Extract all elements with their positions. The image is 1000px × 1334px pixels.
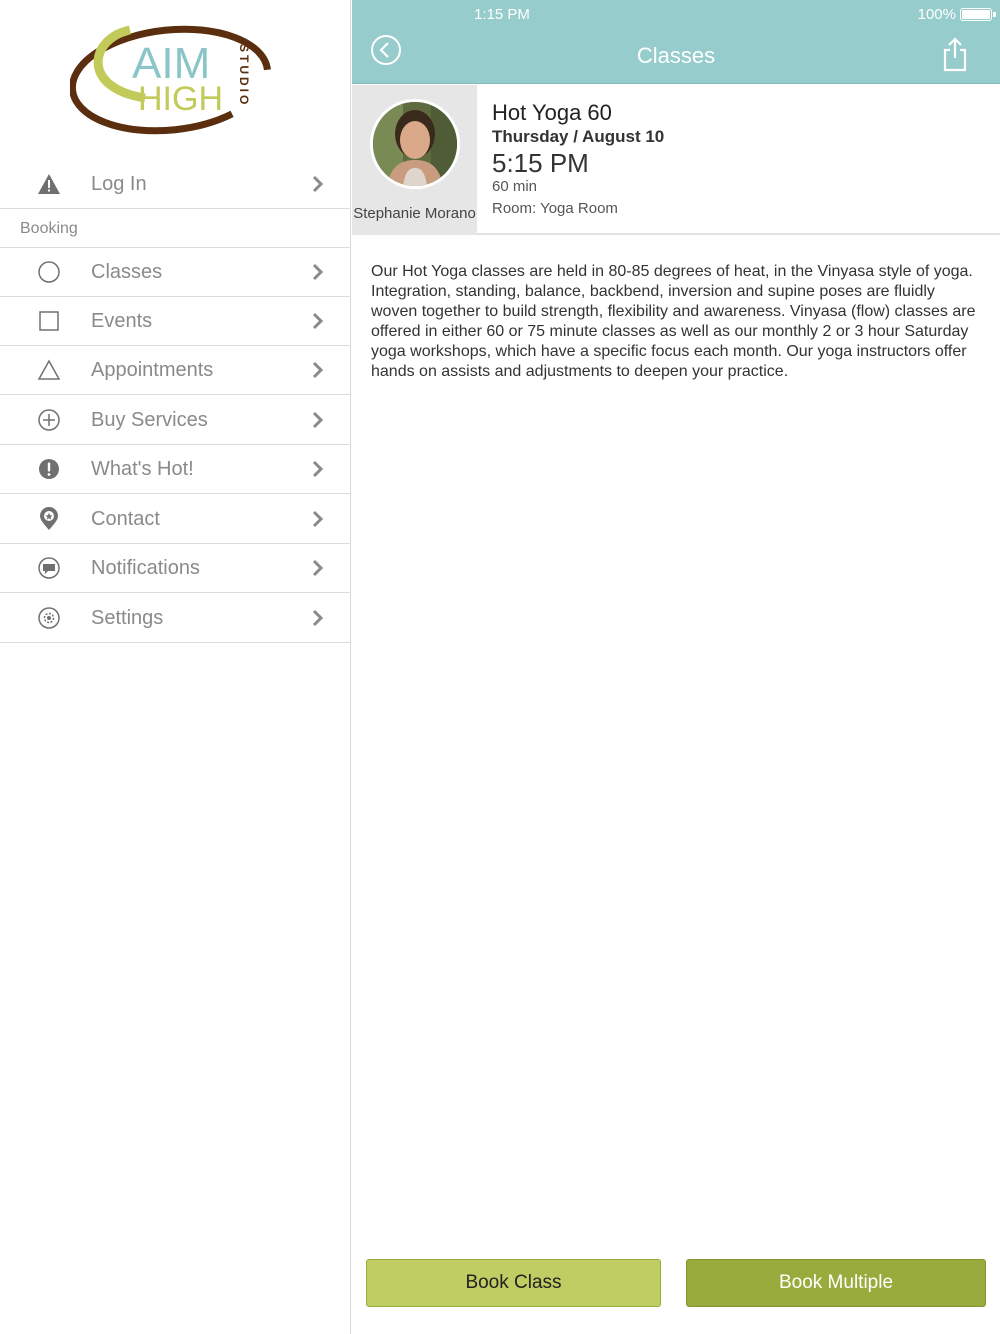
warning-icon — [36, 171, 62, 197]
share-button[interactable] — [942, 36, 968, 72]
sidebar-item-events[interactable] — [0, 297, 351, 346]
chevron-right-icon — [310, 558, 326, 578]
exclamation-icon — [36, 456, 62, 482]
sidebar-item-label: Appointments — [91, 358, 214, 381]
instructor-avatar — [370, 99, 460, 189]
svg-text:STUDIO: STUDIO — [237, 44, 251, 108]
class-duration: 60 min — [492, 178, 538, 195]
book-class-button[interactable]: Book Class — [366, 1259, 661, 1307]
sidebar-item-label: Settings — [91, 606, 164, 629]
sidebar-item-label: Classes — [91, 260, 163, 283]
page-title: Classes — [636, 43, 716, 68]
class-detail-panel — [352, 0, 1000, 1334]
triangle-icon — [36, 357, 62, 383]
section-label: Booking — [20, 220, 78, 237]
chevron-right-icon — [310, 311, 326, 331]
sidebar-item-label: Events — [91, 309, 153, 332]
class-room: Room: Yoga Room — [492, 200, 618, 217]
sidebar-item-label: Contact — [91, 507, 160, 530]
book-multiple-button[interactable]: Book Multiple — [686, 1259, 986, 1307]
sidebar-item-label: What's Hot! — [91, 457, 194, 480]
sidebar-item-buy-services[interactable] — [0, 396, 351, 445]
sidebar-item-log-in[interactable] — [0, 160, 351, 209]
sidebar-item-appointments[interactable] — [0, 346, 351, 395]
chevron-right-icon — [310, 174, 326, 194]
sidebar-item-label: Notifications — [91, 556, 200, 579]
plus-circle-icon — [36, 407, 62, 433]
class-date: Thursday / August 10 — [492, 127, 665, 146]
sidebar — [0, 0, 351, 1334]
chevron-right-icon — [310, 459, 326, 479]
svg-text:AIM: AIM — [132, 39, 211, 88]
square-icon — [36, 308, 62, 334]
status-time: 1:15 PM — [474, 6, 530, 23]
aim-high-studio-logo — [70, 18, 280, 136]
sidebar-item-notifications[interactable] — [0, 544, 351, 593]
navigation-bar — [352, 0, 1000, 84]
location-pin-icon — [36, 506, 62, 532]
class-header — [352, 85, 1000, 235]
battery-percentage: 100% — [917, 6, 956, 23]
chevron-right-icon — [310, 410, 326, 430]
chevron-right-icon — [310, 608, 326, 628]
circle-icon — [36, 259, 62, 285]
svg-text:HIGH: HIGH — [138, 80, 223, 118]
section-header-booking — [0, 209, 351, 248]
sidebar-item-whats-hot[interactable] — [0, 445, 351, 494]
sidebar-item-contact[interactable] — [0, 495, 351, 544]
instructor-name: Stephanie Morano — [353, 205, 476, 222]
chevron-right-icon — [310, 509, 326, 529]
sidebar-item-label: Buy Services — [91, 408, 208, 431]
class-time: 5:15 PM — [492, 148, 589, 178]
battery-icon — [960, 8, 992, 21]
instructor-panel[interactable] — [352, 85, 477, 235]
sidebar-item-label: Log In — [91, 172, 147, 195]
chat-bubble-icon — [36, 555, 62, 581]
chevron-right-icon — [310, 262, 326, 282]
class-description: Our Hot Yoga classes are held in 80-85 degrees of heat, in the Vinyasa style of yoga. Integration, standing, balance, backbend, inversion and supine poses are fluidly woven together to build strength, flexibility and awareness. Vinyasa (flow) classes are offered in either 60 or 75 minute classes as well as our monthly 2 or 3 hour Saturday yoga workshops, which have a specific focus each month. Our yoga instructors offer hands on assists and adjustments to deepen your practice. — [371, 263, 976, 380]
gear-icon — [36, 605, 62, 631]
class-name: Hot Yoga 60 — [492, 100, 612, 125]
chevron-right-icon — [310, 360, 326, 380]
sidebar-item-classes[interactable] — [0, 248, 351, 297]
sidebar-item-settings[interactable] — [0, 594, 351, 643]
